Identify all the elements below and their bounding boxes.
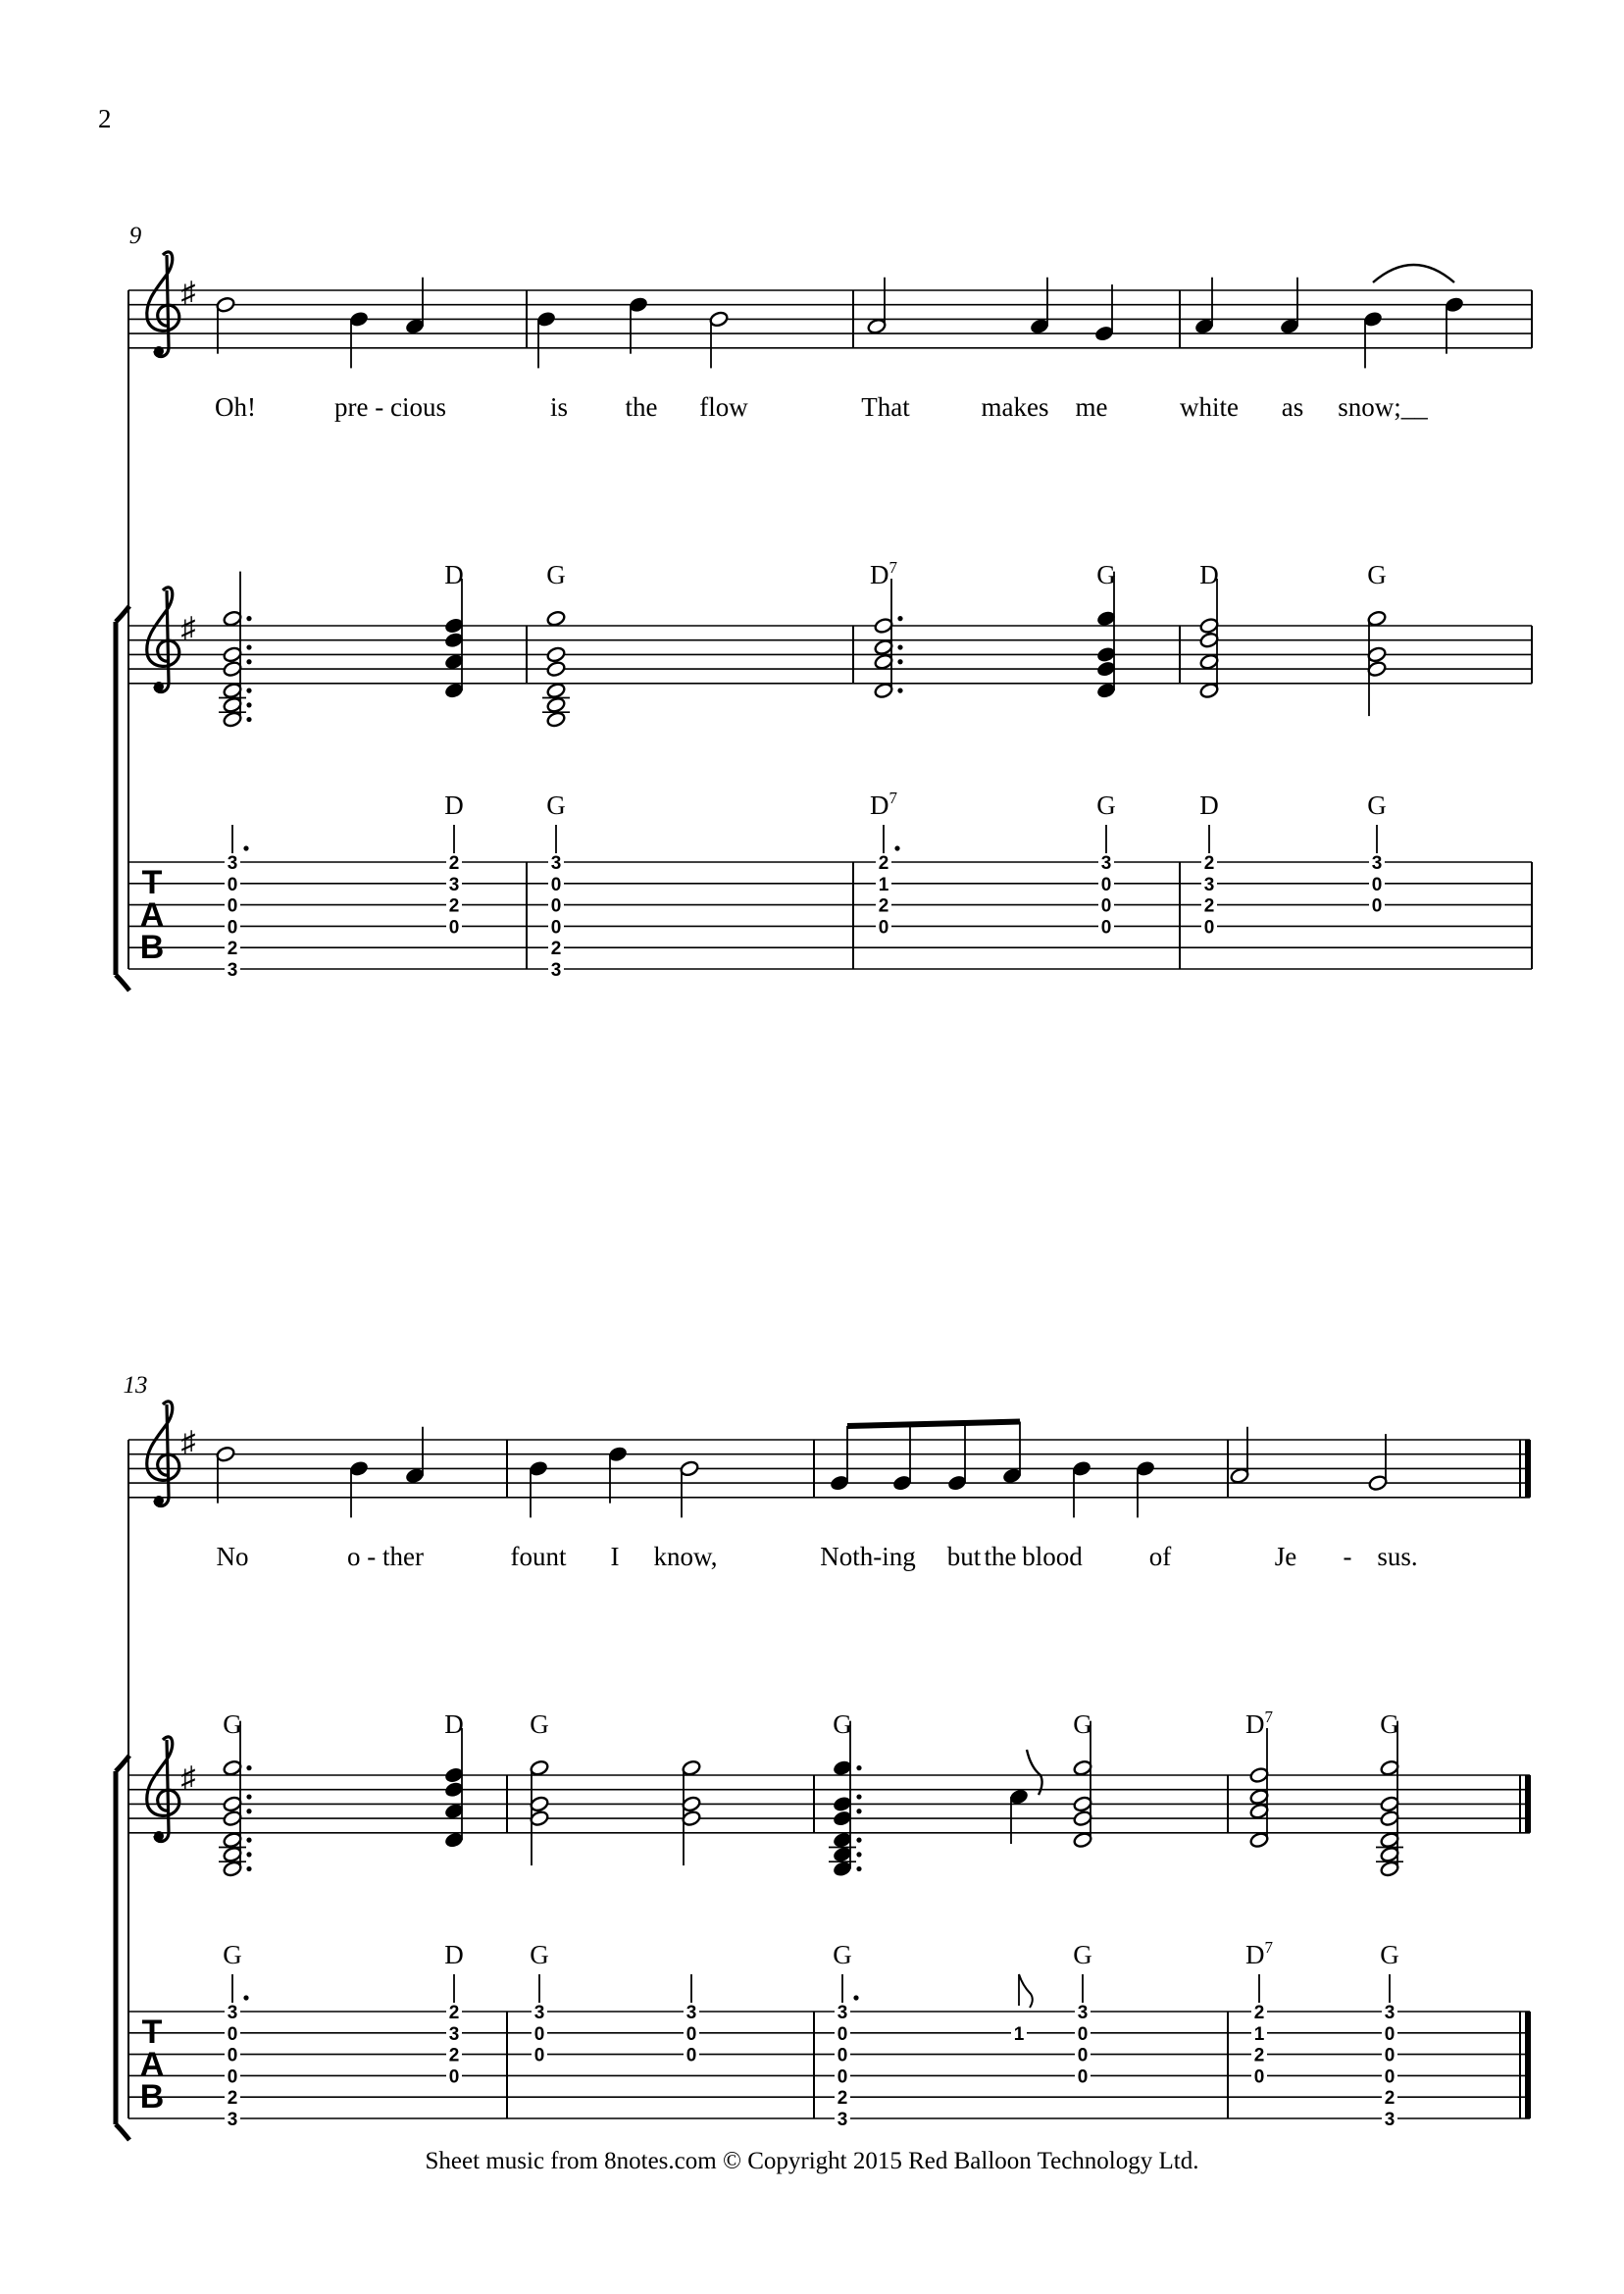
- tab-clef-letter: A: [139, 2046, 165, 2083]
- lyric-syllable: flow: [699, 392, 748, 422]
- chord-symbol: G: [1096, 560, 1116, 589]
- tab-fret-number: 0: [448, 917, 460, 939]
- chord-symbol: G: [1380, 1940, 1399, 1969]
- lyric-syllable: is: [549, 392, 569, 422]
- tab-clef-letter: A: [139, 896, 165, 934]
- tab-fret-number: 0: [878, 917, 889, 939]
- tab-fret-number: 2: [1203, 853, 1215, 874]
- tab-fret-number: 2: [448, 895, 460, 917]
- chord-symbol: D: [444, 790, 464, 820]
- dot: [897, 688, 902, 693]
- tab-fret-number: 0: [227, 2066, 238, 2088]
- dot: [246, 659, 251, 664]
- tab-fret-number: 0: [1100, 874, 1112, 895]
- treble-clef-dot: [154, 682, 164, 691]
- chord-symbol: G: [530, 1940, 549, 1969]
- tab-clef-letter: B: [139, 929, 165, 966]
- tab-fret-number: 3: [227, 853, 238, 874]
- tab-fret-number: 3: [550, 960, 562, 981]
- guitar-chord-note: [546, 660, 566, 678]
- tab-fret-number: 3: [227, 2110, 238, 2130]
- tab-fret-number: 2: [1253, 2045, 1265, 2066]
- chord-superscript: 7: [888, 558, 897, 577]
- tab-fret-number: 0: [1077, 2066, 1089, 2088]
- chord-symbol: G: [1073, 1709, 1092, 1739]
- guitar-chord-note: [546, 696, 566, 714]
- system-bracket: [116, 606, 129, 991]
- tab-eighth-flag: [1019, 1974, 1033, 2008]
- tab-fret-number: 0: [448, 2066, 460, 2088]
- tab-fret-number: 2: [1253, 2003, 1265, 2023]
- tab-fret-number: 2: [550, 939, 562, 960]
- lyric-syllable: -: [1343, 1542, 1352, 1571]
- tab-fret-number: 0: [1100, 917, 1112, 939]
- tab-fret-number: 0: [1384, 2066, 1396, 2088]
- tab-fret-number: 2: [878, 853, 889, 874]
- tab-fret-number: 3: [837, 2110, 848, 2130]
- tab-dot: [243, 1995, 248, 2000]
- lyric-syllable: the: [625, 392, 658, 422]
- chord-symbol: $D^7$: [870, 789, 897, 820]
- chord-superscript: 7: [888, 789, 897, 807]
- chord-symbol: D: [444, 1709, 464, 1739]
- dot: [897, 616, 902, 621]
- key-signature-sharp-icon: ♯: [180, 1761, 196, 1794]
- tab-clef-letter: T: [141, 2014, 163, 2051]
- dot: [897, 659, 902, 664]
- chord-symbol: G: [530, 1709, 549, 1739]
- tab-fret-number: 0: [227, 2023, 238, 2045]
- tab-fret-number: 0: [227, 895, 238, 917]
- lyric-syllable: white: [1180, 392, 1239, 422]
- dot: [246, 702, 251, 707]
- lyric-syllable: blood: [1022, 1542, 1083, 1571]
- tab-clef-letter: B: [139, 2078, 165, 2116]
- tab-fret-number: 0: [227, 917, 238, 939]
- guitar-chord-note: [546, 682, 566, 699]
- tab-fret-number: 3: [448, 2023, 460, 2045]
- dot: [246, 1794, 251, 1799]
- chord-symbol: D: [1199, 560, 1219, 589]
- measure-number: 9: [128, 223, 142, 249]
- tab-fret-number: 3: [1371, 853, 1383, 874]
- key-signature-sharp-icon: ♯: [180, 612, 196, 644]
- dot: [246, 717, 251, 722]
- tab-fret-number: 0: [1100, 895, 1112, 917]
- tab-fret-number: 3: [1203, 874, 1215, 895]
- tab-fret-number: 3: [227, 2003, 238, 2023]
- chord-symbol: G: [833, 1940, 852, 1969]
- lyric-syllable: o - ther: [347, 1542, 424, 1571]
- chord-symbol: G: [223, 1940, 242, 1969]
- measure-number: 13: [123, 1372, 148, 1399]
- lyric-syllable: No: [216, 1542, 249, 1571]
- dot: [856, 1838, 861, 1843]
- tab-fret-number: 0: [837, 2045, 848, 2066]
- dot: [246, 1866, 251, 1871]
- lyric-syllable: Oh!: [215, 392, 256, 422]
- lyric-syllable: snow;__: [1338, 392, 1428, 422]
- chord-symbol: G: [1096, 790, 1116, 820]
- tab-fret-number: 2: [1384, 2088, 1396, 2110]
- treble-clef-dot: [154, 346, 164, 356]
- tab-fret-number: 0: [1253, 2066, 1265, 2088]
- chord-superscript: 7: [1264, 1708, 1273, 1726]
- chord-symbol: D: [444, 560, 464, 589]
- tab-fret-number: 0: [837, 2066, 848, 2088]
- lyric-syllable: but: [946, 1542, 982, 1571]
- chord-symbol: $D^7$: [870, 558, 897, 589]
- chord-symbol: G: [1380, 1709, 1399, 1739]
- lyric-syllable: fount: [510, 1542, 567, 1571]
- dot: [246, 688, 251, 693]
- tab-fret-number: 1: [878, 874, 889, 895]
- tab-fret-number: 2: [837, 2088, 848, 2110]
- dot: [856, 1765, 861, 1770]
- chord-symbol: D: [444, 1940, 464, 1969]
- tab-fret-number: 2: [227, 2088, 238, 2110]
- tab-dot: [243, 845, 248, 850]
- page-number: 2: [98, 104, 112, 133]
- tab-clef-letter: T: [141, 864, 163, 901]
- tab-fret-number: 0: [533, 2045, 545, 2066]
- guitar-chord-note: [546, 646, 566, 664]
- chord-superscript: 7: [1264, 1938, 1273, 1957]
- tab-fret-number: 0: [227, 874, 238, 895]
- system-bracket: [116, 1756, 129, 2140]
- chord-symbol: $D^7$: [1245, 1708, 1273, 1739]
- tab-fret-number: 0: [550, 874, 562, 895]
- lyric-syllable: of: [1148, 1542, 1172, 1571]
- chord-symbol: $D^7$: [1245, 1938, 1273, 1969]
- key-signature-sharp-icon: ♯: [180, 1426, 196, 1458]
- chord-symbol: G: [546, 790, 566, 820]
- tab-fret-number: 3: [837, 2003, 848, 2023]
- tab-fret-number: 2: [448, 2045, 460, 2066]
- dot: [246, 1852, 251, 1857]
- tab-fret-number: 0: [550, 895, 562, 917]
- chord-symbol: G: [546, 560, 566, 589]
- lyric-syllable: the: [984, 1542, 1017, 1571]
- dot: [246, 1838, 251, 1843]
- tab-fret-number: 3: [448, 874, 460, 895]
- tab-fret-number: 3: [1077, 2003, 1089, 2023]
- tab-fret-number: 3: [550, 853, 562, 874]
- dot: [856, 1852, 861, 1857]
- eighth-flag: [1027, 1750, 1042, 1795]
- tab-fret-number: 3: [1384, 2110, 1396, 2130]
- tab-fret-number: 2: [448, 2003, 460, 2023]
- copyright-footer: Sheet music from 8notes.com © Copyright 2015 Red Balloon Technology Ltd.: [425, 2148, 1199, 2174]
- dot: [246, 1809, 251, 1813]
- lyric-syllable: That: [861, 392, 910, 422]
- tab-fret-number: 0: [1371, 895, 1383, 917]
- tab-dot: [853, 1995, 858, 2000]
- lyric-syllable: pre - cious: [334, 392, 446, 422]
- chord-symbol: G: [1367, 560, 1387, 589]
- guitar-chord-note: [546, 711, 566, 729]
- tab-fret-number: 2: [448, 853, 460, 874]
- tab-fret-number: 0: [685, 2023, 697, 2045]
- treble-clef-dot: [154, 1496, 164, 1505]
- chord-symbol: G: [833, 1709, 852, 1739]
- tab-dot: [894, 845, 899, 850]
- tab-fret-number: 3: [1100, 853, 1112, 874]
- key-signature-sharp-icon: ♯: [180, 277, 196, 309]
- chord-symbol: G: [223, 1709, 242, 1739]
- tab-fret-number: 0: [1077, 2023, 1089, 2045]
- dot: [897, 644, 902, 649]
- dot: [246, 644, 251, 649]
- chord-symbol: G: [1073, 1940, 1092, 1969]
- tab-fret-number: 0: [1203, 917, 1215, 939]
- tab-fret-number: 0: [550, 917, 562, 939]
- lyric-syllable: know,: [653, 1542, 718, 1571]
- tab-fret-number: 0: [1371, 874, 1383, 895]
- tab-fret-number: 1: [1013, 2023, 1025, 2045]
- chord-symbol: D: [1199, 790, 1219, 820]
- tab-fret-number: 0: [685, 2045, 697, 2066]
- tab-fret-number: 2: [1203, 895, 1215, 917]
- chord-symbol: G: [1367, 790, 1387, 820]
- lyric-syllable: Noth-ing: [820, 1542, 916, 1571]
- tab-fret-number: 0: [1384, 2023, 1396, 2045]
- guitar-chord-note: [546, 610, 566, 628]
- lyric-syllable: me: [1075, 392, 1108, 422]
- dot: [856, 1809, 861, 1813]
- tab-fret-number: 0: [1384, 2045, 1396, 2066]
- lyric-syllable: sus.: [1377, 1542, 1418, 1571]
- tab-fret-number: 0: [533, 2023, 545, 2045]
- tab-fret-number: 3: [1384, 2003, 1396, 2023]
- tab-fret-number: 0: [227, 2045, 238, 2066]
- tab-fret-number: 3: [685, 2003, 697, 2023]
- tab-fret-number: 2: [227, 939, 238, 960]
- lyric-syllable: makes: [981, 392, 1049, 422]
- tab-fret-number: 1: [1253, 2023, 1265, 2045]
- slur: [1373, 265, 1454, 282]
- dot: [246, 1765, 251, 1770]
- eighth-beam: [847, 1422, 1020, 1427]
- tab-fret-number: 2: [878, 895, 889, 917]
- tab-fret-number: 3: [227, 960, 238, 981]
- tab-fret-number: 3: [533, 2003, 545, 2023]
- tab-fret-number: 0: [837, 2023, 848, 2045]
- dot: [856, 1794, 861, 1799]
- tab-fret-number: 0: [1077, 2045, 1089, 2066]
- lyric-syllable: Je: [1274, 1542, 1297, 1571]
- treble-clef-dot: [154, 1831, 164, 1841]
- lyric-syllable: I: [610, 1542, 620, 1571]
- lyric-syllable: as: [1281, 392, 1304, 422]
- dot: [246, 616, 251, 621]
- dot: [856, 1866, 861, 1871]
